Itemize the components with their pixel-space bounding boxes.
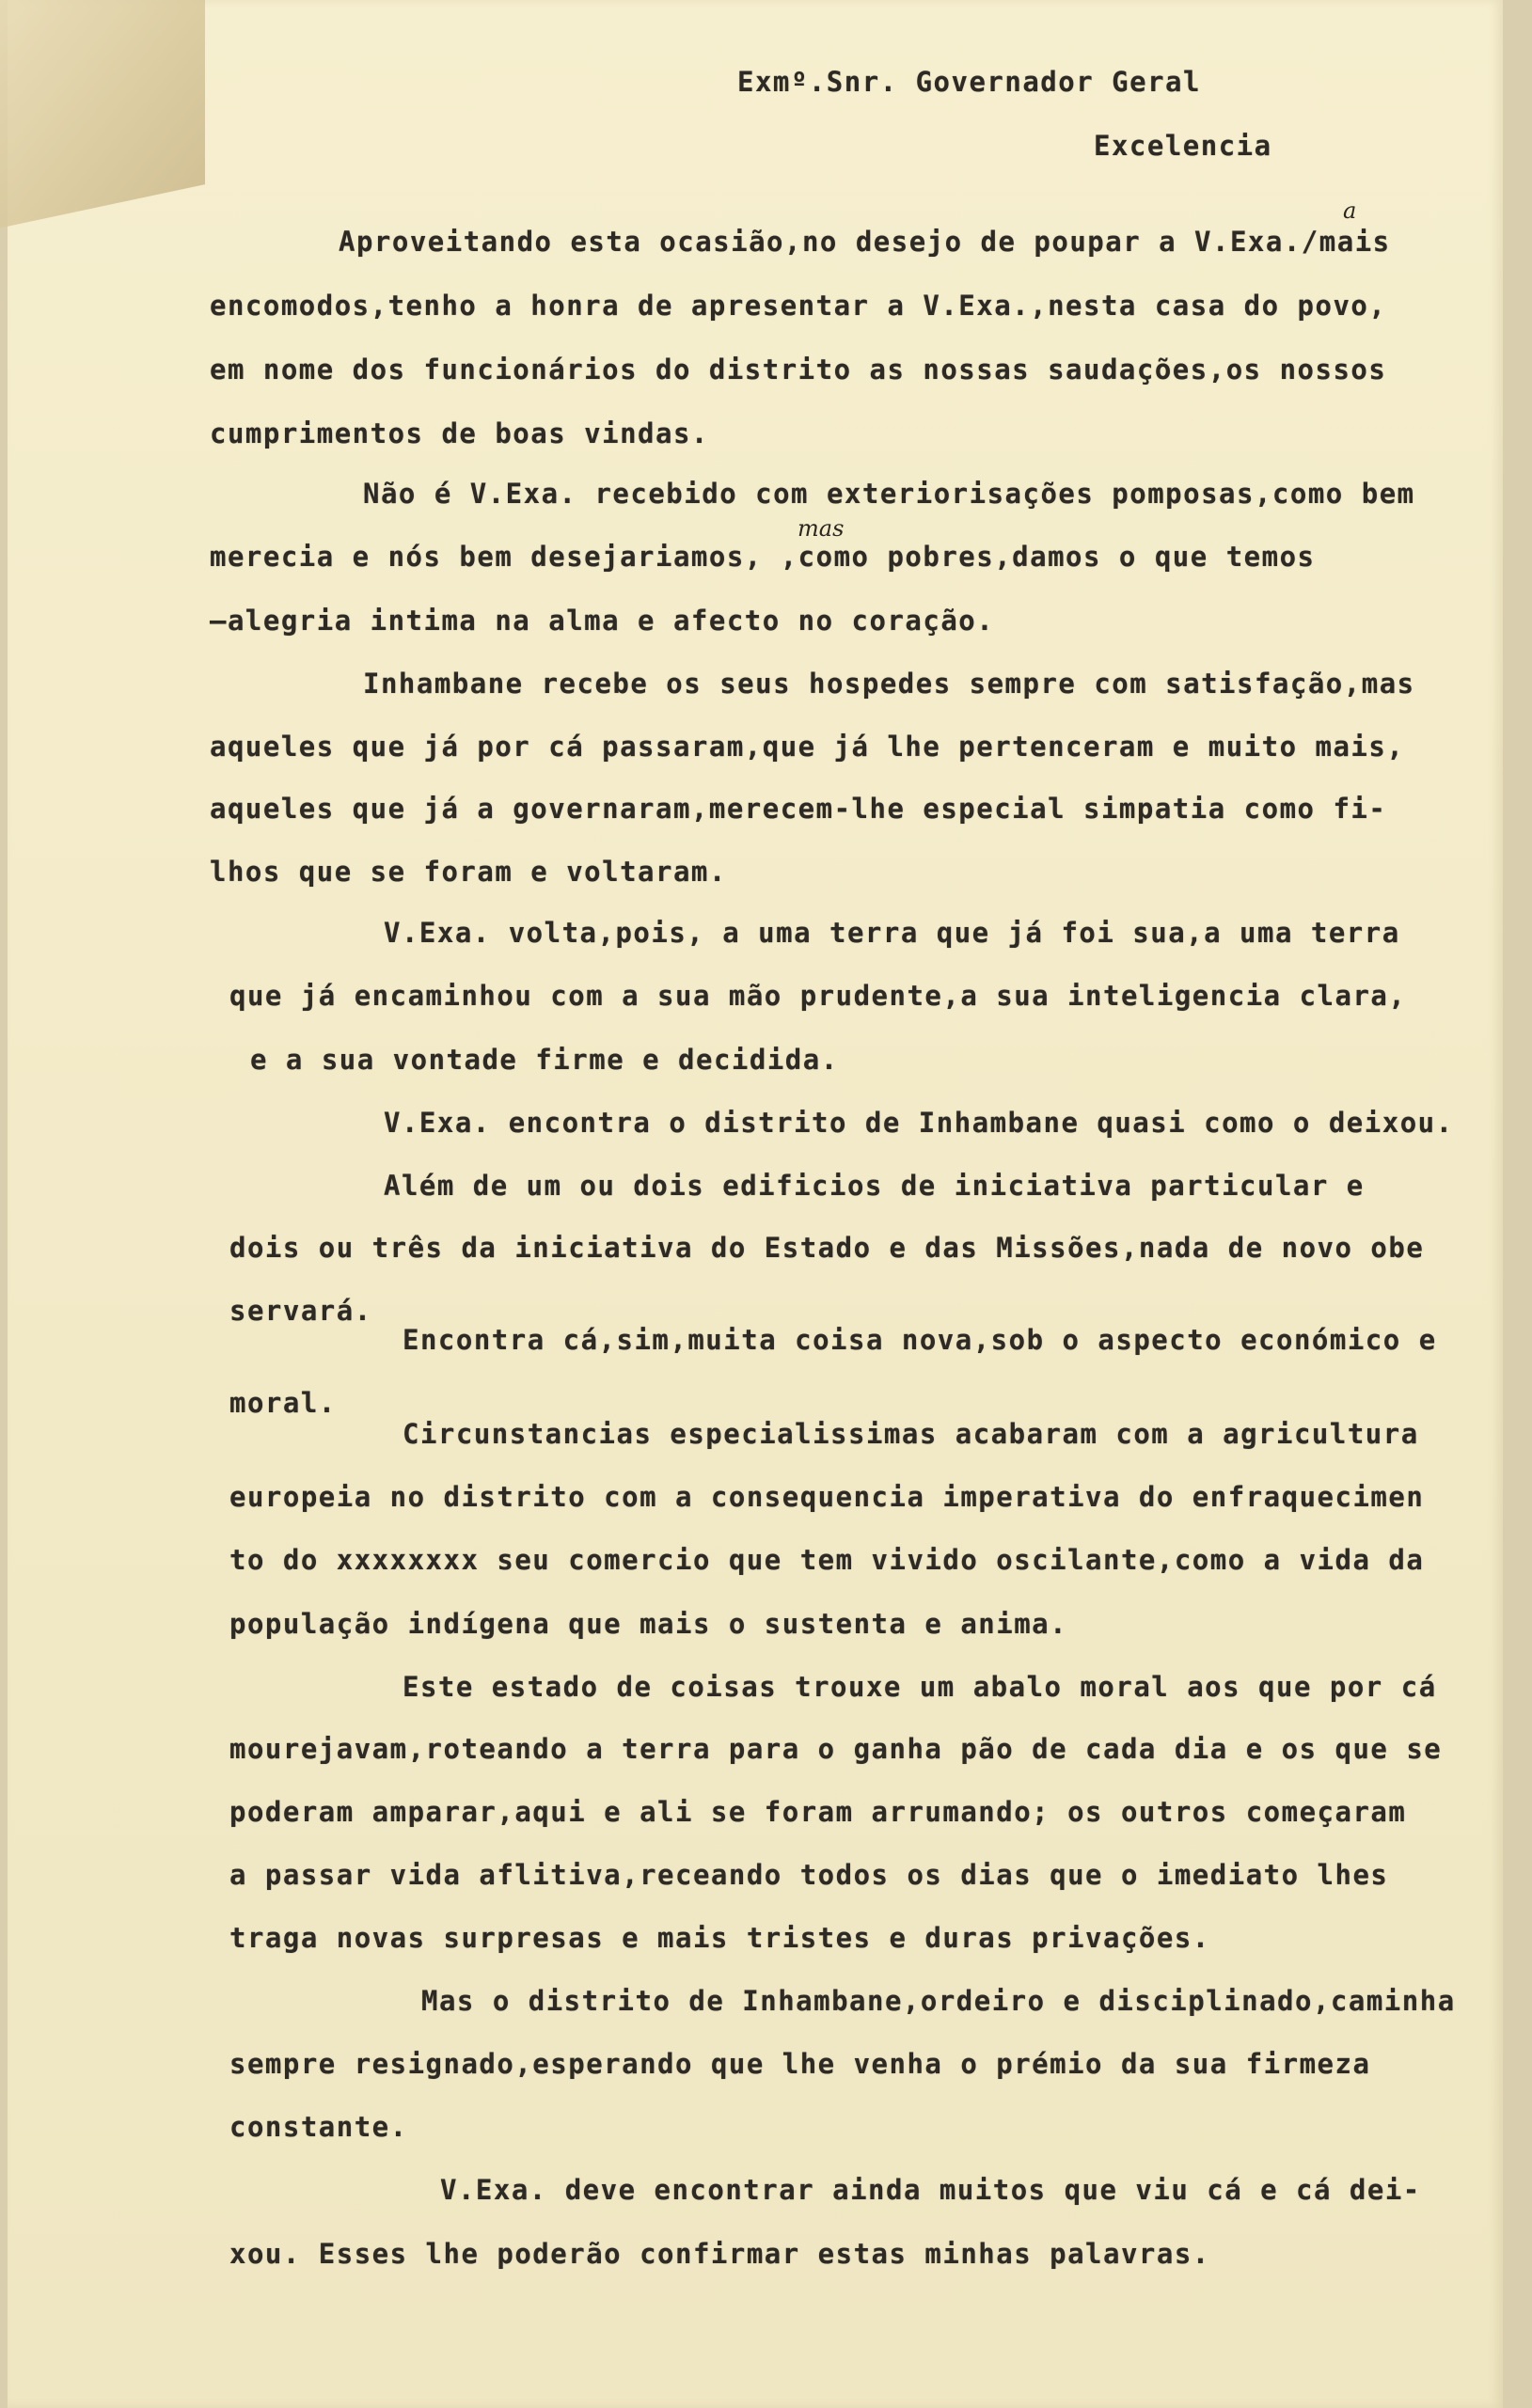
body-line: constante. [229, 2111, 408, 2143]
body-line: poderam amparar,aqui e ali se foram arrumando; os outros começaram [229, 1796, 1407, 1828]
letter-page [8, 0, 1503, 2408]
body-line: Não é V.Exa. recebido com exteriorisações pomposas,como bem [363, 478, 1415, 510]
body-line: Além de um ou dois edificios de iniciativa particular e [384, 1170, 1365, 1202]
handwritten-insert: mas [798, 515, 845, 542]
body-line: dois ou três da iniciativa do Estado e das Missões,nada de novo obe [229, 1232, 1425, 1264]
body-line: encomodos,tenho a honra de apresentar a V.Exa.,nesta casa do povo, [210, 290, 1387, 322]
salutation: Excelencia [1094, 130, 1272, 162]
body-line: V.Exa. encontra o distrito de Inhambane quasi como o deixou. [384, 1107, 1454, 1139]
body-line: lhos que se foram e voltaram. [210, 856, 727, 888]
body-line: V.Exa. volta,pois, a uma terra que já foi sua,a uma terra [384, 917, 1400, 949]
body-line: que já encaminhou com a sua mão prudente,a sua inteligencia clara, [229, 980, 1407, 1012]
body-line: Encontra cá,sim,muita coisa nova,sob o aspecto económico e [403, 1324, 1437, 1356]
body-line: Aproveitando esta ocasião,no desejo de poupar a V.Exa./mais [339, 226, 1391, 258]
body-line: —alegria intima na alma e afecto no coração. [210, 605, 995, 637]
body-line: em nome dos funcionários do distrito as nossas saudações,os nossos [210, 354, 1387, 386]
body-line: merecia e nós bem desejariamos, ,como pobres,damos o que temos [210, 541, 1316, 573]
body-line: população indígena que mais o sustenta e anima. [229, 1608, 1068, 1640]
body-line: Inhambane recebe os seus hospedes sempre com satisfação,mas [363, 668, 1415, 700]
body-line: traga novas surpresas e mais tristes e duras privações. [229, 1922, 1210, 1954]
addressee: Exmº.Snr. Governador Geral [737, 66, 1201, 98]
body-line: moral. [229, 1387, 337, 1419]
body-line: aqueles que já a governaram,merecem-lhe especial simpatia como fi- [210, 793, 1387, 825]
body-line: servará. [229, 1295, 372, 1327]
body-line: Mas o distrito de Inhambane,ordeiro e disciplinado,caminha [421, 1985, 1456, 2017]
body-line: Circunstancias especialissimas acabaram com a agricultura [403, 1418, 1419, 1450]
body-line: Este estado de coisas trouxe um abalo moral aos que por cá [403, 1671, 1437, 1703]
body-line: sempre resignado,esperando que lhe venha o prémio da sua firmeza [229, 2048, 1371, 2080]
body-line: europeia no distrito com a consequencia imperativa do enfraquecimen [229, 1481, 1425, 1513]
body-line: to do xxxxxxxx seu comercio que tem vivido oscilante,como a vida da [229, 1544, 1425, 1576]
body-line: cumprimentos de boas vindas. [210, 417, 709, 449]
body-line: e a sua vontade firme e decidida. [250, 1044, 839, 1076]
tape-mark [0, 0, 205, 230]
body-line: a passar vida aflitiva,receando todos os dias que o imediato lhes [229, 1859, 1389, 1891]
body-line: aqueles que já por cá passaram,que já lhe pertenceram e muito mais, [210, 731, 1405, 763]
handwritten-correction: a [1343, 197, 1357, 224]
body-line: V.Exa. deve encontrar ainda muitos que viu cá e cá dei- [440, 2174, 1421, 2206]
body-line: mourejavam,roteando a terra para o ganha pão de cada dia e os que se [229, 1733, 1443, 1765]
body-line: xou. Esses lhe poderão confirmar estas minhas palavras. [229, 2238, 1210, 2270]
